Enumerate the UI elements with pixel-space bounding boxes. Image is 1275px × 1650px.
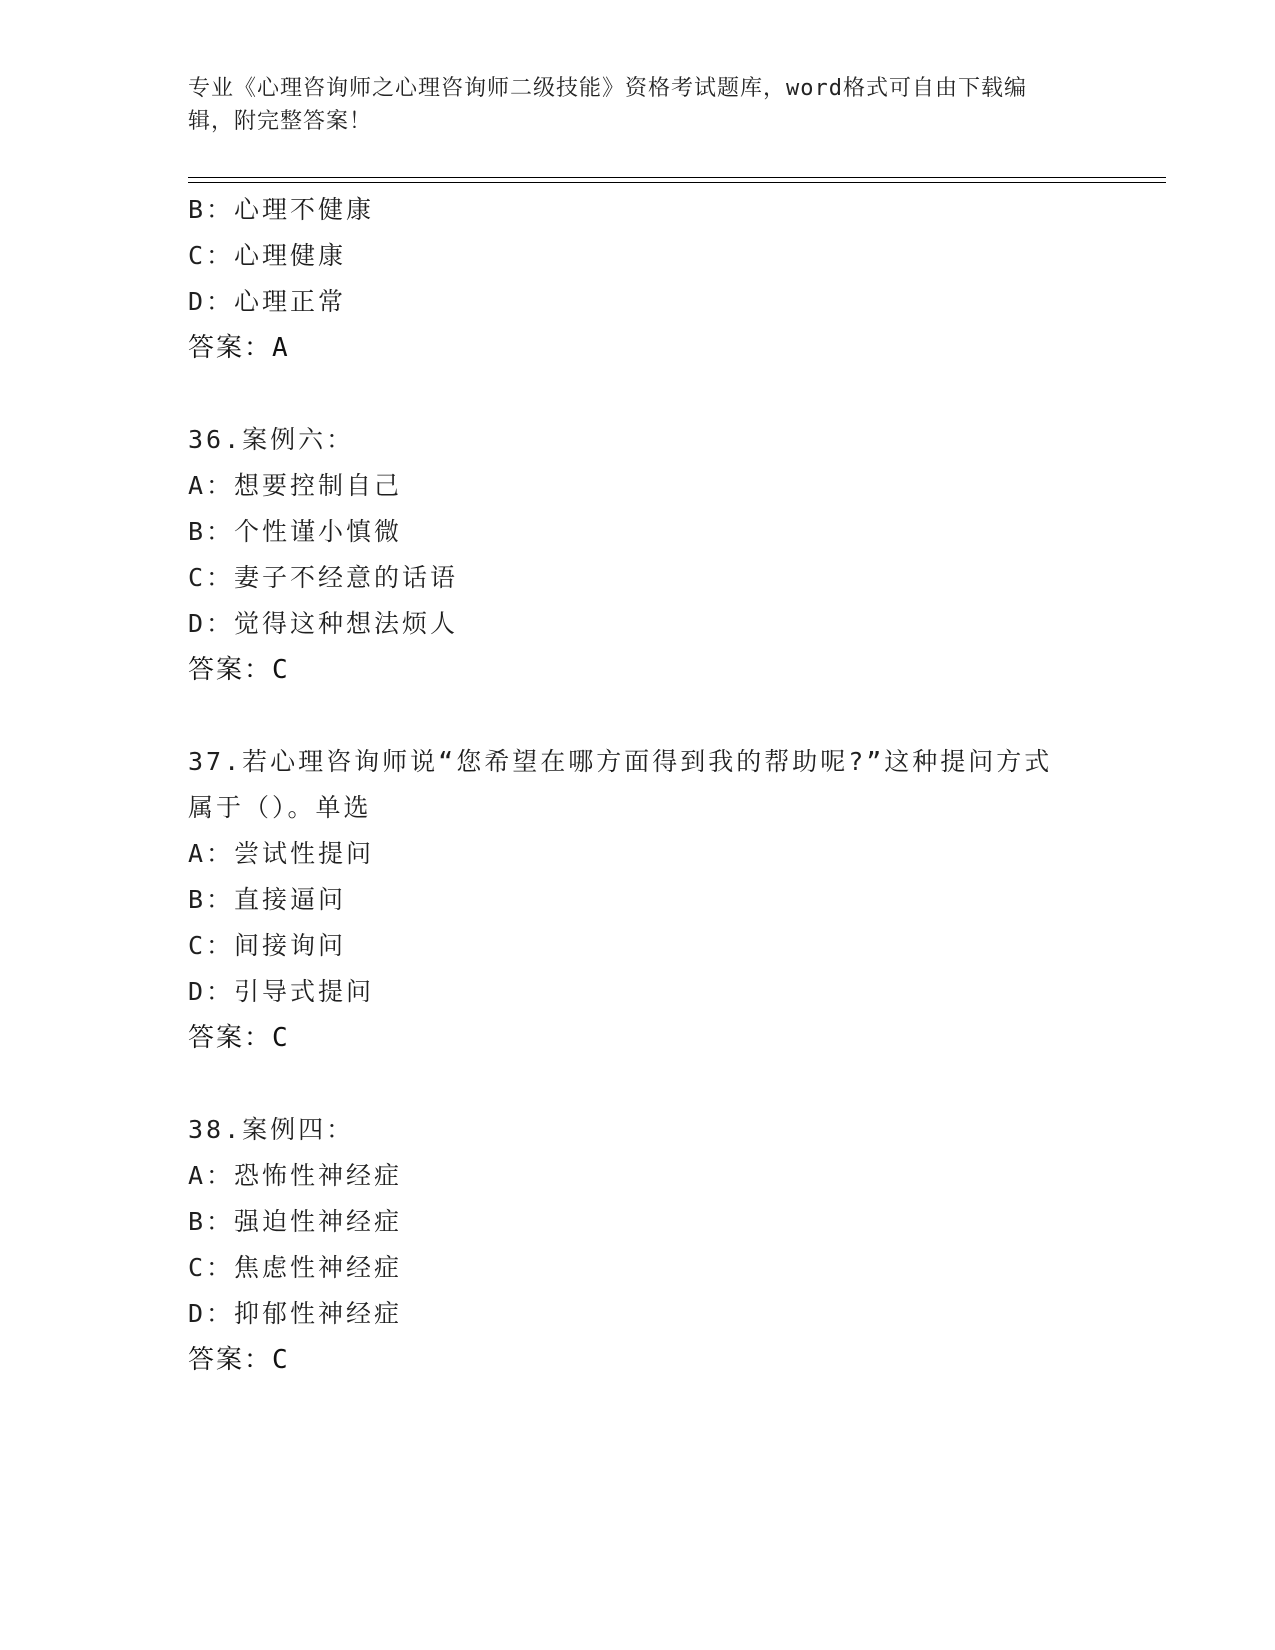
answer-option: C：心理健康 [188, 241, 347, 270]
question-block [188, 1107, 1088, 1383]
answer-value: A [272, 333, 290, 363]
answer-option: A：想要控制自己 [188, 471, 403, 500]
question-stem: 37.若心理咨询师说“您希望在哪方面得到我的帮助呢?”这种提问方式属于（）。单选 [188, 747, 1053, 822]
answer-option: D：抑郁性神经症 [188, 1299, 403, 1328]
answer-value: C [272, 1023, 290, 1053]
answer-option: A：恐怖性神经症 [188, 1161, 403, 1190]
answer-value: C [272, 655, 290, 685]
answer-line [188, 1337, 1088, 1383]
question-list [188, 187, 1088, 1429]
question-stem: 36.案例六： [188, 425, 355, 454]
answer-value: C [272, 1345, 290, 1375]
answer-line [188, 647, 1088, 693]
answer-line [188, 325, 1088, 371]
document-header: 专业《心理咨询师之心理咨询师二级技能》资格考试题库，word格式可自由下载编辑，附完整答案！ [188, 76, 1027, 134]
answer-option: C：妻子不经意的话语 [188, 563, 459, 592]
question-block [188, 187, 1088, 371]
answer-option: D：觉得这种想法烦人 [188, 609, 459, 638]
answer-option: D：心理正常 [188, 287, 347, 316]
answer-option: B：心理不健康 [188, 195, 375, 224]
question-block [188, 417, 1088, 693]
answer-option: D：引导式提问 [188, 977, 375, 1006]
answer-option: B：个性谨小慎微 [188, 517, 403, 546]
answer-option: C：焦虑性神经症 [188, 1253, 403, 1282]
answer-label: 答案： [188, 1345, 273, 1375]
answer-label: 答案： [188, 655, 273, 685]
question-stem: 38.案例四： [188, 1115, 355, 1144]
answer-label: 答案： [188, 333, 273, 363]
answer-option: B：直接逼问 [188, 885, 347, 914]
answer-option: C：间接询问 [188, 931, 347, 960]
answer-label: 答案： [188, 1023, 273, 1053]
answer-option: A：尝试性提问 [188, 839, 375, 868]
answer-line [188, 1015, 1088, 1061]
header-divider-top [188, 177, 1166, 178]
question-block [188, 739, 1088, 1061]
answer-option: B：强迫性神经症 [188, 1207, 403, 1236]
header-divider-bottom [188, 182, 1166, 183]
